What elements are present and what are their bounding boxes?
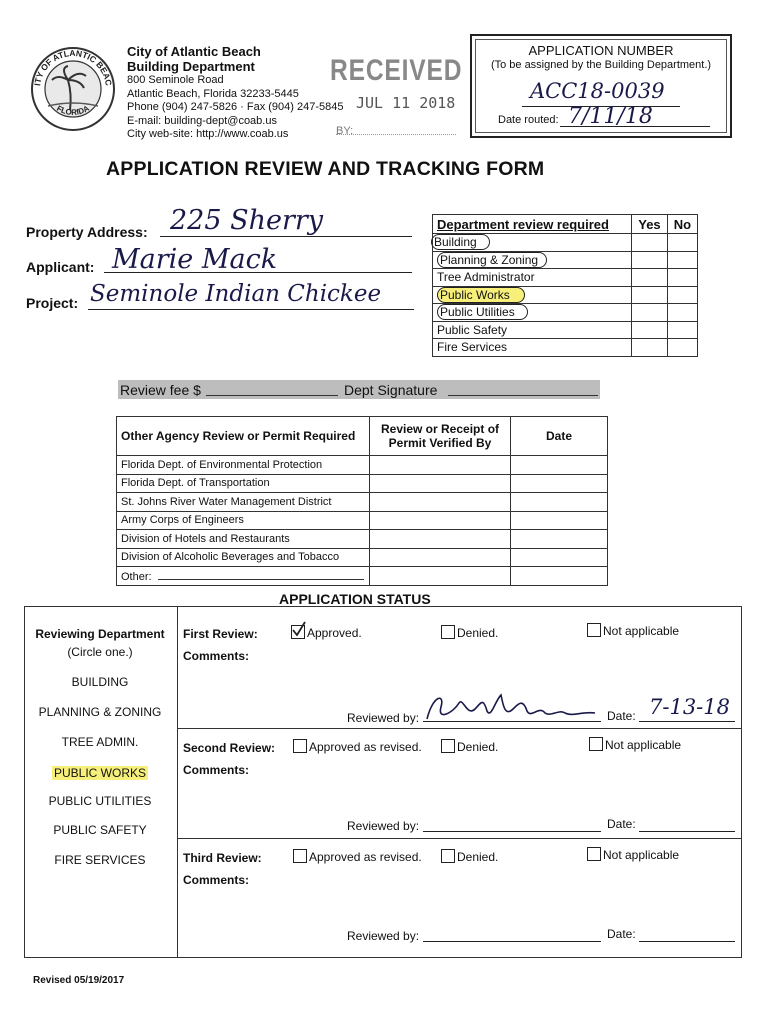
third-date-field[interactable] [639,941,735,942]
dept-review-header-text: Department review required [437,216,609,232]
second-na-checkbox[interactable] [589,737,603,751]
dept-public-works: Public Works [437,287,525,303]
agency-other-field[interactable] [158,569,364,580]
second-denied-label: Denied. [457,740,499,754]
date-routed-value: 7/11/18 [568,104,653,129]
first-approved-checkbox[interactable] [291,625,305,639]
third-na-label: Not applicable [603,848,680,862]
agency-army-date[interactable] [511,511,608,530]
reviewer-signature [423,691,601,725]
application-status-box [24,606,742,958]
agency-army-corps: Army Corps of Engineers [117,511,370,530]
dept-option-planning[interactable]: PLANNING & ZONING [38,705,162,719]
app-number-note: (To be assigned by the Building Department.) [490,59,712,71]
dept-building-no[interactable] [667,234,697,252]
dept-building: Building [431,234,490,250]
stamp-by: BY: [336,125,354,137]
agency-other: Other: [121,570,152,583]
seal-top-text: ITY OF ATLANTIC BEAC [32,47,114,87]
agency-fdep-date[interactable] [511,456,608,475]
second-na-label: Not applicable [605,738,682,752]
dept-name: Building Department [127,59,255,74]
dept-public-utilities: Public Utilities [437,304,528,320]
dept-option-tree[interactable]: TREE ADMIN. [61,735,139,749]
phone-line: Phone (904) 247-5826 · Fax (904) 247-5845 [127,101,344,113]
stamp-received-text: RECEIVED [330,54,463,87]
third-denied-checkbox[interactable] [441,849,455,863]
yes-header: Yes [632,215,668,234]
dept-option-building[interactable]: BUILDING [71,675,129,689]
agency-sjrwmd: St. Johns River Water Management District [117,493,370,512]
table-row [117,530,608,549]
dept-option-public-works[interactable]: PUBLIC WORKS [53,766,146,780]
review-fee-label: Review fee $ [120,382,201,398]
first-reviewed-by-label: Reviewed by: [347,711,420,725]
address-line: 800 Seminole Road [127,74,224,86]
second-denied-checkbox[interactable] [441,739,455,753]
agency-fdep-verified[interactable] [370,456,511,475]
dept-planning-zoning: Planning & Zoning [437,252,547,268]
project-label: Project: [26,295,79,311]
received-stamp [330,50,470,140]
first-denied-label: Denied. [457,626,499,640]
dept-fire-yes[interactable] [632,339,668,357]
revised-note: Revised 05/19/2017 [33,975,125,986]
first-na-checkbox[interactable] [587,623,601,637]
verified-col-header: Review or Receipt of Permit Verified By [370,417,511,456]
dept-works-yes[interactable] [632,286,668,304]
third-reviewed-by-label: Reviewed by: [347,929,420,943]
application-number-box [470,34,732,138]
dept-row-public-utilities [433,304,698,322]
city-seal [30,46,116,132]
dept-utilities-no[interactable] [667,304,697,322]
agency-other-verified[interactable] [370,567,511,586]
agency-other-date[interactable] [511,567,608,586]
dept-option-safety[interactable]: PUBLIC SAFETY [53,823,147,837]
property-address-value[interactable]: 225 Sherry [170,205,324,236]
checkmark-icon [291,621,307,637]
dept-signature-label: Dept Signature [344,382,438,398]
other-agency-table [116,416,608,586]
applicant-label: Applicant: [26,259,95,275]
table-row [117,456,608,475]
table-row [117,567,608,586]
application-status-title: APPLICATION STATUS [279,591,431,607]
dept-row-building [433,234,698,252]
second-date-label: Date: [607,817,636,831]
third-denied-label: Denied. [457,850,499,864]
agency-alcohol: Division of Alcoholic Beverages and Tobacco [117,548,370,567]
first-date-value[interactable]: 7-13-18 [649,695,730,719]
agency-hotels-verified[interactable] [370,530,511,549]
third-date-label: Date: [607,927,636,941]
third-na-checkbox[interactable] [587,847,601,861]
first-comments-label: Comments: [183,649,250,663]
third-review-label: Third Review: [183,851,262,865]
table-row [117,493,608,512]
dept-works-no[interactable] [667,286,697,304]
department-review-table [432,214,698,357]
dept-planning-yes[interactable] [632,251,668,269]
agency-hotels-date[interactable] [511,530,608,549]
dept-fire-no[interactable] [667,339,697,357]
agency-sjrwmd-verified[interactable] [370,493,511,512]
date-routed-label: Date routed: [498,114,559,126]
agency-fdot: Florida Dept. of Transportation [117,474,370,493]
app-number-title: APPLICATION NUMBER [528,43,674,58]
dept-utilities-yes[interactable] [632,304,668,322]
third-approved-revised-label: Approved as revised. [309,850,422,864]
table-row [117,548,608,567]
dept-row-public-works [433,286,698,304]
dept-safety-yes[interactable] [632,321,668,339]
dept-tree-no[interactable] [667,269,697,287]
second-reviewed-by-field[interactable] [423,831,601,832]
org-name: City of Atlantic Beach [127,44,261,59]
agency-alcohol-date[interactable] [511,548,608,567]
agency-col-header: Other Agency Review or Permit Required [117,417,370,456]
no-header: No [667,215,697,234]
fee-signature-bar [118,380,600,399]
dept-review-header [433,215,632,234]
dept-planning-no[interactable] [667,251,697,269]
second-approved-revised-checkbox[interactable] [293,739,307,753]
second-date-field[interactable] [639,831,735,832]
dept-signature-field[interactable] [448,395,598,396]
app-number-value: ACC18-0039 [530,79,665,103]
dept-row-fire [433,339,698,357]
review-fee-field[interactable] [206,395,338,396]
form-title: APPLICATION REVIEW AND TRACKING FORM [106,158,545,180]
agency-alcohol-verified[interactable] [370,548,511,567]
project-value[interactable]: Seminole Indian Chickee [90,281,382,307]
city-line: Atlantic Beach, Florida 32233-5445 [127,87,299,100]
first-approved-label: Approved. [307,626,362,640]
agency-fdot-verified[interactable] [370,474,511,493]
third-comments-label: Comments: [183,873,250,887]
third-reviewed-by-field[interactable] [423,941,601,942]
agency-fdep: Florida Dept. of Environmental Protection [117,456,370,475]
email-line: E-mail: building-dept@coab.us [127,114,277,127]
dept-row-tree [433,269,698,287]
dept-tree-yes[interactable] [632,269,668,287]
table-row [117,511,608,530]
property-address-label: Property Address: [26,224,148,240]
agency-hotels: Division of Hotels and Restaurants [117,530,370,549]
third-approved-revised-checkbox[interactable] [293,849,307,863]
agency-sjrwmd-date[interactable] [511,493,608,512]
dept-option-utilities[interactable]: PUBLIC UTILITIES [48,794,152,808]
dept-tree-admin: Tree Administrator [433,269,632,287]
dept-row-planning [433,251,698,269]
date-col-header: Date [511,417,608,456]
second-comments-label: Comments: [183,763,250,777]
dept-public-safety: Public Safety [433,321,632,339]
circle-one-note: (Circle one.) [67,645,133,659]
dept-fire-services: Fire Services [433,339,632,357]
second-review-label: Second Review: [183,741,276,755]
table-row [117,474,608,493]
first-date-label: Date: [607,709,636,723]
dept-building-yes[interactable] [632,234,668,252]
dept-safety-no[interactable] [667,321,697,339]
first-reviewed-by-field[interactable] [423,721,601,722]
seal-bottom-text: FLORIDA [55,103,91,118]
second-reviewed-by-label: Reviewed by: [347,819,420,833]
first-denied-checkbox[interactable] [441,625,455,639]
first-review-label: First Review: [183,627,258,641]
dept-option-fire[interactable]: FIRE SERVICES [54,853,146,867]
website-line: City web-site: http://www.coab.us [127,128,289,140]
applicant-value[interactable]: Marie Mack [112,244,278,275]
second-approved-revised-label: Approved as revised. [309,740,422,754]
agency-fdot-date[interactable] [511,474,608,493]
stamp-date: JUL 11 2018 [356,94,456,112]
dept-row-public-safety [433,321,698,339]
agency-army-verified[interactable] [370,511,511,530]
first-na-label: Not applicable [603,624,680,638]
reviewing-department-label: Reviewing Department [35,627,165,641]
